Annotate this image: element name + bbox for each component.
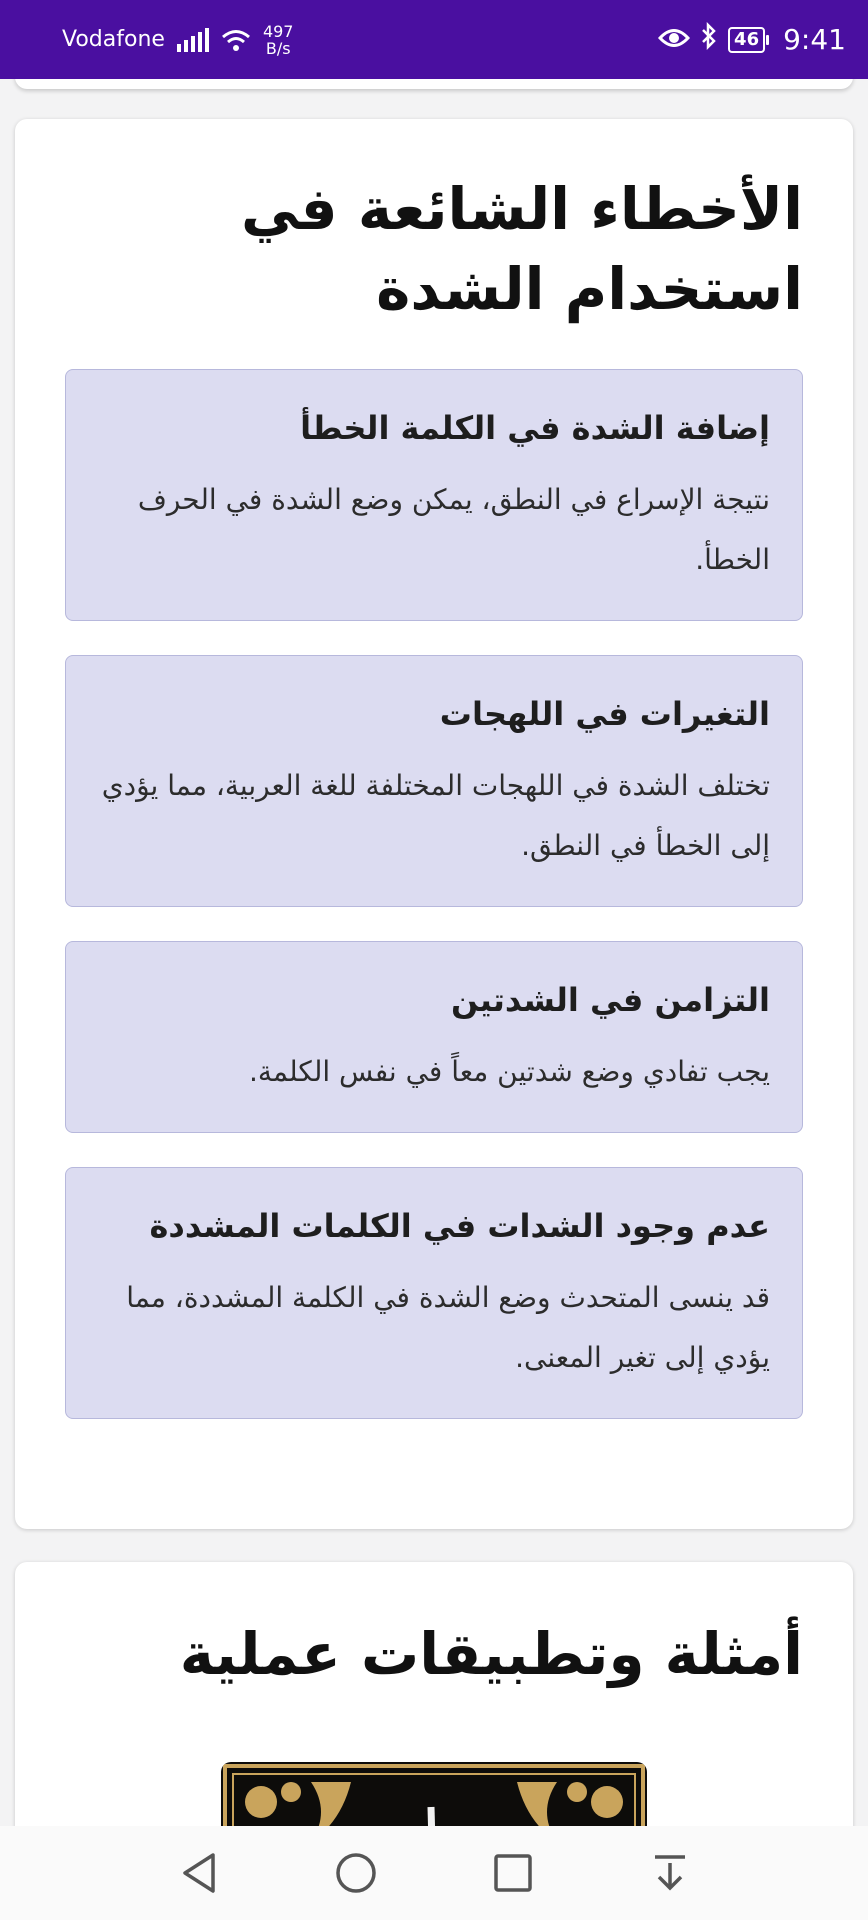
scroll-content[interactable]	[0, 79, 868, 1826]
error-item	[65, 941, 803, 1133]
status-right	[658, 22, 846, 57]
battery-icon: 46	[728, 27, 765, 53]
section-title: أمثلة وتطبيقات عملية	[179, 1620, 803, 1688]
network-speed-value: 497	[262, 21, 294, 41]
previous-card	[15, 79, 853, 89]
error-item-body: نتيجة الإسراع في النطق، يمكن وضع الشدة في الحرف الخطأ.	[137, 483, 770, 576]
error-item-heading: التزامن في الشدتين	[450, 981, 770, 1019]
carrier-label: Vodafone	[62, 27, 165, 52]
back-icon[interactable]	[169, 1843, 229, 1903]
status-left	[62, 23, 293, 57]
error-item-body: يجب تفادي وضع شدتين معاً في نفس الكلمة.	[248, 1055, 770, 1088]
section-title: الأخطاء الشائعة في استخدام الشدة	[241, 175, 803, 323]
signal-icon	[177, 28, 209, 52]
error-item	[65, 369, 803, 621]
home-icon[interactable]	[326, 1843, 386, 1903]
clock: 9:41	[783, 23, 846, 56]
error-item-body: تختلف الشدة في اللهجات المختلفة للغة العربية، مما يؤدي إلى الخطأ في النطق.	[101, 769, 770, 862]
error-item-heading: إضافة الشدة في الكلمة الخطأ	[300, 409, 770, 447]
status-bar	[0, 0, 868, 79]
calligraphy-image	[221, 1762, 647, 1826]
error-item-body: قد ينسى المتحدث وضع الشدة في الكلمة المشددة، مما يؤدي إلى تغير المعنى.	[126, 1281, 770, 1374]
bluetooth-icon	[700, 22, 718, 57]
network-speed-unit: B/s	[265, 38, 291, 58]
error-list	[65, 369, 803, 1419]
network-speed	[263, 23, 294, 57]
notification-shade-icon[interactable]	[640, 1843, 700, 1903]
common-errors-card	[15, 119, 853, 1529]
recents-icon[interactable]	[483, 1843, 543, 1903]
error-item-heading: التغيرات في اللهجات	[439, 695, 770, 733]
examples-card	[15, 1562, 853, 1826]
error-item	[65, 655, 803, 907]
eye-icon	[658, 23, 690, 56]
error-item	[65, 1167, 803, 1419]
error-item-heading: عدم وجود الشدات في الكلمات المشددة	[149, 1207, 770, 1245]
wifi-icon	[221, 28, 251, 52]
navigation-bar	[0, 1826, 868, 1920]
